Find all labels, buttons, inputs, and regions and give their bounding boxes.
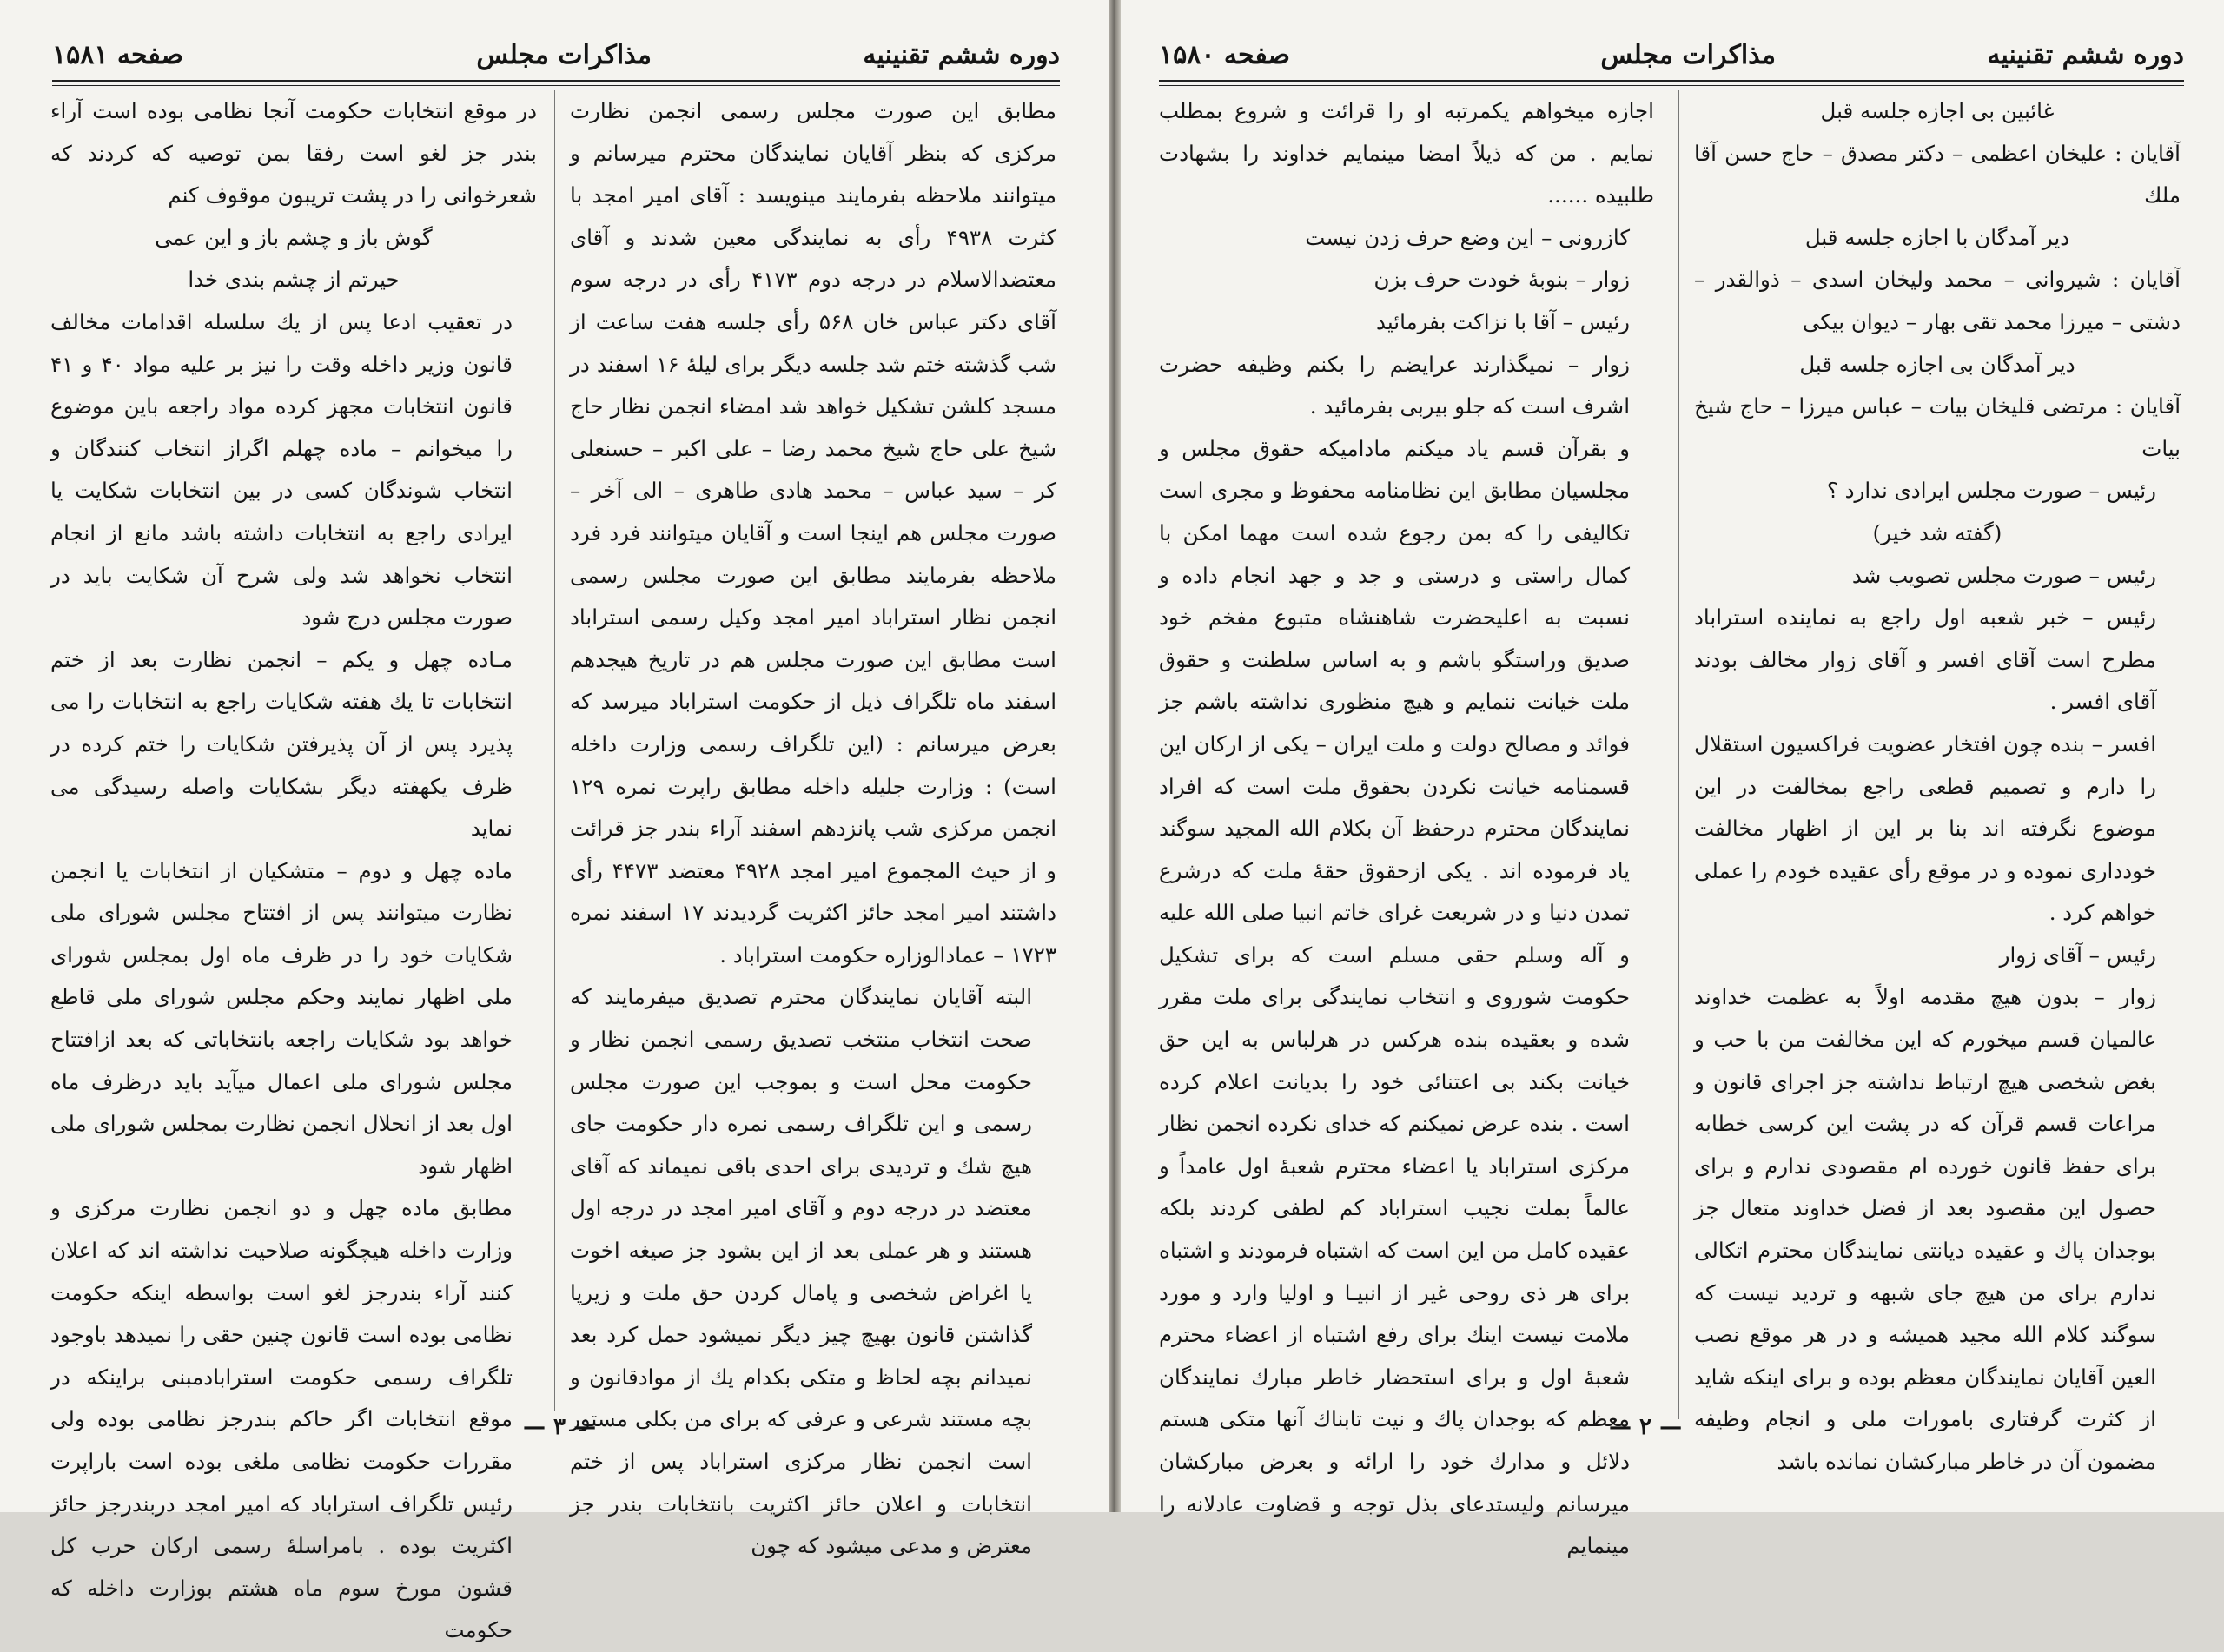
verse-line: حیرتم از چشم بندی خدا (188, 267, 400, 293)
speaker-line: رئیس – خبر شعبه اول راجع به نماینده استراباد مطرح است آقای افسر و آقای زوار مخالف بودند آقای افسر . (1694, 605, 2156, 715)
page-1581 (0, 0, 1109, 1643)
paragraph: و بقرآن قسم یاد میکنم مادامیکه حقوق مجلس و مجلسیان مطابق این نظامنامه محفوظ و مجری است تکالیفی را که بمن رجوع شده است مهما امکن با کمال راستی و درستی و جد و جهد انجام داده و نسبت به اعلیحضرت شاهنشاه متبوع مفخم خود صدیق وراستگو باشم و به اساس سلطنت و حقوق ملت خیانت ننمایم و هیچ منظوری نداشته باشم جز فوائد و مصالح دولت و ملت ایران – یکی از ارکان این قسمنامه خیانت نکردن بحقوق ملت است که افراد نمایندگان محترم درحفظ آن بکلام الله المجید سوگند یاد فرموده اند . یکی ازحقوق حقهٔ ملت که درشرع تمدن دنیا و در شریعت غرای خاتم انبیا صلی الله علیه و آله وسلم حقی مسلم است که برای تشکیل حکومت شوروی و انتخاب نمایندگی برای ملت مقرر شده و بعقیده بنده هرکس در هرلباس به این حق خیانت بکند بی اعتنائی خود را بدیانت اعلام کرده است . بنده عرض نمیکنم که خدای نکرده انجمن نظار مرکزی استراباد یا اعضاء محترم شعبهٔ اول عامداً و عالماً بملت نجیب استراباد کم لطفی کردند بلکه عقیده کامل من این است که اشتباه فرمودند و اشتباه برای هر ذی روحی غیر از انبیـا و اولیا وارد و مورد ملامت نیست اینك برای رفع اشتباه از اعضاء محترم شعبهٔ اول و برای استحضار خاطر مبارك نمایندگان معظم که بوجدان پاك و نیت تابناك آنها متکی هستم دلائل و مدارك خود را ارائه و بعرض مبارکشان میرسانم ولیستدعای بذل توجه و قضاوت عادلانه را مینمایم (1159, 435, 1630, 1559)
speaker-line: زوار – نمیگذارند عرایضم را بکنم وظیفه حضرت اشرف است که جلو بیربی بفرمائید . (1159, 351, 1630, 420)
journal-title: مذاکرات مجلس (1600, 40, 1776, 70)
paragraph: در موقع انتخابات حکومت آنجا نظامی بوده است آراء بندر جز لغو است رفقا بمن توصیه که کردند که شعرخوانی را در پشت تریبون موقوف کنم (50, 98, 537, 208)
column-left (1159, 90, 1654, 1559)
session-title: دوره ششم تقنینیه (1987, 40, 2184, 70)
paragraph: آقایان : علیخان اعظمی – دکتر مصدق – حاج حسن آقا ملك (1694, 140, 2181, 208)
page-footer-number: — ۲ — (1609, 1414, 1683, 1440)
session-title: دوره ششم تقنینیه (863, 40, 1060, 70)
verse-line: گوش باز و چشم باز و این عمی (155, 224, 433, 250)
section-heading: دیر آمدگان با اجازه جلسه قبل (1804, 224, 2070, 250)
column-left (50, 90, 537, 1643)
speaker-line: رئیس – صورت مجلس ایرادی ندارد ؟ (1826, 478, 2156, 504)
paragraph: اجازه میخواهم یکمرتبه او را قرائت و شروع بمطلب نمایم . من که ذیلاً امضا مینمایم خداوند را بشهادت طلبیده ...... (1159, 98, 1654, 208)
speaker-line: افسر – بنده چون افتخار عضویت فراکسیون استقلال را دارم و تصمیم قطعی راجع بمخالفت در این موضوع نگرفته اند بنا بر این از اظهار مخالفت خودداری نموده و در موقع رأی عقیده خودم را عملی خواهم کرد . (1694, 730, 2156, 926)
paragraph: در تعقیب ادعا پس از یك سلسله اقدامات مخالف قانون وزیر داخله وقت را نیز بر علیه مواد ۴۰ و ۴۱ قانون انتخابات مجهز کرده مواد راجعه باین موضوع را میخوانم – ماده چهلم اگراز انتخاب کنندگان و انتخاب شوندگان کسی در بین انتخابات شکایت یا ایرادی راجع به انتخابات داشته باشد مانع از انجام انتخاب نخواهد شد ولی شرح آن شکایت باید در صورت مجلس درج شود (50, 308, 513, 631)
speaker-line: زوار – بنوبهٔ خودت حرف بزن (1373, 267, 1630, 293)
paragraph: مطابق ماده چهل و دو انجمن نظارت مرکزی و وزارت داخله هیچگونه صلاحیت نداشته اند که اعلان کنند آراء بندرجز لغو است بواسطه اینکه حکومت نظامی بوده است قانون چنین حقی را نمیدهد باوجود تلگراف رسمی حکومت استرابادمبنی براینکه در موقع انتخابات اگر حاکم بندرجز نظامی بوده ولی مقررات حکومت نظامی ملغی بوده است باراپرت رئیس تلگراف استراباد که امیر امجد دربندرجز حائز اکثریت بوده . بامراسلهٔ رسمی ارکان حرب کل قشون مورخ سوم ماه هشتم بوزارت داخله که حکومت (50, 1195, 513, 1643)
page-number-label: صفحه ۱۵۸۰ (1159, 40, 1290, 70)
speaker-line: زوار – بدون هیچ مقدمه اولاً به عظمت خداوند عالمیان قسم میخورم که این مخالفت من با حب و بغض شخصی هیچ ارتباط نداشته جز اجرای قانون و مراعات قسم قرآن که در پشت این کرسی خطابه برای حفظ قانون خورده ام مقصودی ندارم و برای حصول این مقصود بعد از فضل خداوند متعال جز بوجدان پاك و عقیده دیانتی نمایندگان محترم اتکالی ندارم برای من هیچ جای شبهه و تردید نیست که سوگند کلام الله مجید همیشه و در هر موقع نصب العین آقایان نمایندگان معظم بوده و برای اینکه شاید از کثرت گرفتاری بامورات ملی و انجام وظیفه مضمون آن در خاطر مبارکشان نمانده باشد (1694, 984, 2156, 1474)
header-rule-thin (1159, 85, 2184, 86)
section-heading: غائبین بی اجازه جلسه قبل (1820, 98, 2055, 123)
speaker-line: کازرونی – این وضع حرف زدن نیست (1305, 224, 1630, 250)
page-number-label: صفحه ۱۵۸۱ (52, 40, 183, 70)
header-rule-thin (52, 85, 1060, 86)
header-rule (1159, 80, 2184, 82)
paragraph: ماده چهل و دوم – متشکیان از انتخابات یا انجمن نظارت میتوانند پس از افتتاح مجلس شورای ملی شکایات خود را در ظرف ماه اول بمجلس شورای ملی اظهار نمایند وحکم مجلس شورای ملی قاطع خواهد بود شکایات راجعه بانتخاباتی که بعد ازافتتاح مجلس شورای ملی اعمال میآید باید درظرف ماه اول بعد از انحلال انجمن نظارت بمجلس شورای ملی اظهار شود (50, 857, 513, 1179)
journal-title: مذاکرات مجلس (476, 40, 652, 70)
book-gutter (1109, 0, 1121, 1512)
page-1580 (1121, 0, 2224, 1559)
speaker-line: رئیس – آقا با نزاکت بفرمائید (1376, 308, 1630, 334)
column-right (1694, 90, 2181, 1474)
section-heading: دیر آمدگان بی اجازه جلسه قبل (1799, 351, 2075, 377)
page-footer-number: — ۳ — (523, 1414, 597, 1440)
speaker-line: رئیس – صورت مجلس تصویب شد (1851, 562, 2156, 588)
page-header (52, 40, 1060, 78)
column-right (570, 90, 1056, 1559)
column-divider (1678, 90, 1679, 1419)
column-divider (554, 90, 555, 1411)
paragraph: مـاده چهل و یکم – انجمن نظارت بعد از ختم انتخابات تا یك هفته شکایات راجع به انتخابات را می پذیرد پس از آن پذیرفتن شکایات را ختم کرده در ظرف یکهفته دیگر بشکایات واصله رسیدگی می نماید (50, 646, 513, 842)
stage-note: (گفته شد خیر) (1872, 519, 2002, 545)
header-rule (52, 80, 1060, 82)
paragraph: البته آقایان نمایندگان محترم تصدیق میفرمایند که صحت انتخاب منتخب تصدیق رسمی انجمن نظار و حکومت محل است و بموجب این صورت مجلس رسمی و این تلگراف رسمی نمره دار حکومت جای هیچ شك و تردیدی برای احدی باقی نمیماند که آقای معتضد در درجه دوم و آقای امیر امجد در درجه اول هستند و هر عملی بعد از این بشود جز صیغه اخوت یا اغراض شخصی و پامال کردن حق ملت و زیرپا گذاشتن قانون بهیچ چیز دیگر نمیشود حمل کرد بعد نمیدانم بچه لحاظ و متکی بکدام یك از موادقانون و بچه مستند شرعی و عرفی که برای من بکلی مستور است انجمن نظار مرکزی استراباد پس از ختم انتخابات و اعلان حائز اکثریت بانتخابات بندر جز معترض و مدعی میشود که چون (570, 984, 1032, 1559)
paragraph: مطابق این صورت مجلس رسمی انجمن نظارت مرکزی که بنظر آقایان نمایندگان محترم میرسانم و میتوانند ملاحظه بفرمایند مینویسد : آقای امیر امجد با کثرت ۴۹۳۸ رأی به نمایندگی معین شدند و آقای معتضدالاسلام در درجه دوم ۴۱۷۳ رأی در درجه سوم آقای دکتر عباس خان ۵۶۸ رأی جلسه هفت ساعت از شب گذشته ختم شد جلسه دیگر برای لیلهٔ ۱۶ اسفند در مسجد کلشن تشکیل خواهد شد امضاء انجمن نظار حاج شیخ علی حاج شیخ محمد رضا – علی اکبر – حسنعلی کر – سید عباس – محمد هادی طاهری – الی آخر – صورت مجلس هم اینجا است و آقایان میتوانند فرد فرد ملاحظه بفرمایند مطابق این صورت مجلس رسمی انجمن نظار استراباد امیر امجد وکیل رسمی استراباد است مطابق این صورت مجلس هم در تاریخ هیجدهم اسفند ماه تلگراف ذیل از حکومت استراباد میرسد که بعرض میرسانم : (این تلگراف رسمی وزارت داخله است) : وزارت جلیله داخله مطابق راپرت نمره ۱۲۹ انجمن مرکزی شب پانزدهم اسفند آراء بندر جز قرائت و از حیث المجموع امیر امجد ۴۹۲۸ معتضد ۴۴۷۳ رأی داشتند امیر امجد حائز اکثریت گردیدند ۱۷ اسفند نمره ۱۷۲۳ – عمادالوزاره حکومت استراباد . (570, 98, 1056, 968)
paragraph: آقایان : شیروانی – محمد ولیخان اسدی – ذوالقدر – دشتی – میرزا محمد تقی بهار – دیوان بیکی (1694, 267, 2181, 334)
page-header (1159, 40, 2184, 78)
paragraph: آقایان : مرتضی قلیخان بیات – عباس میرزا – حاج شیخ بیات (1694, 393, 2181, 461)
speaker-line: رئیس – آقای زوار (1999, 942, 2156, 968)
